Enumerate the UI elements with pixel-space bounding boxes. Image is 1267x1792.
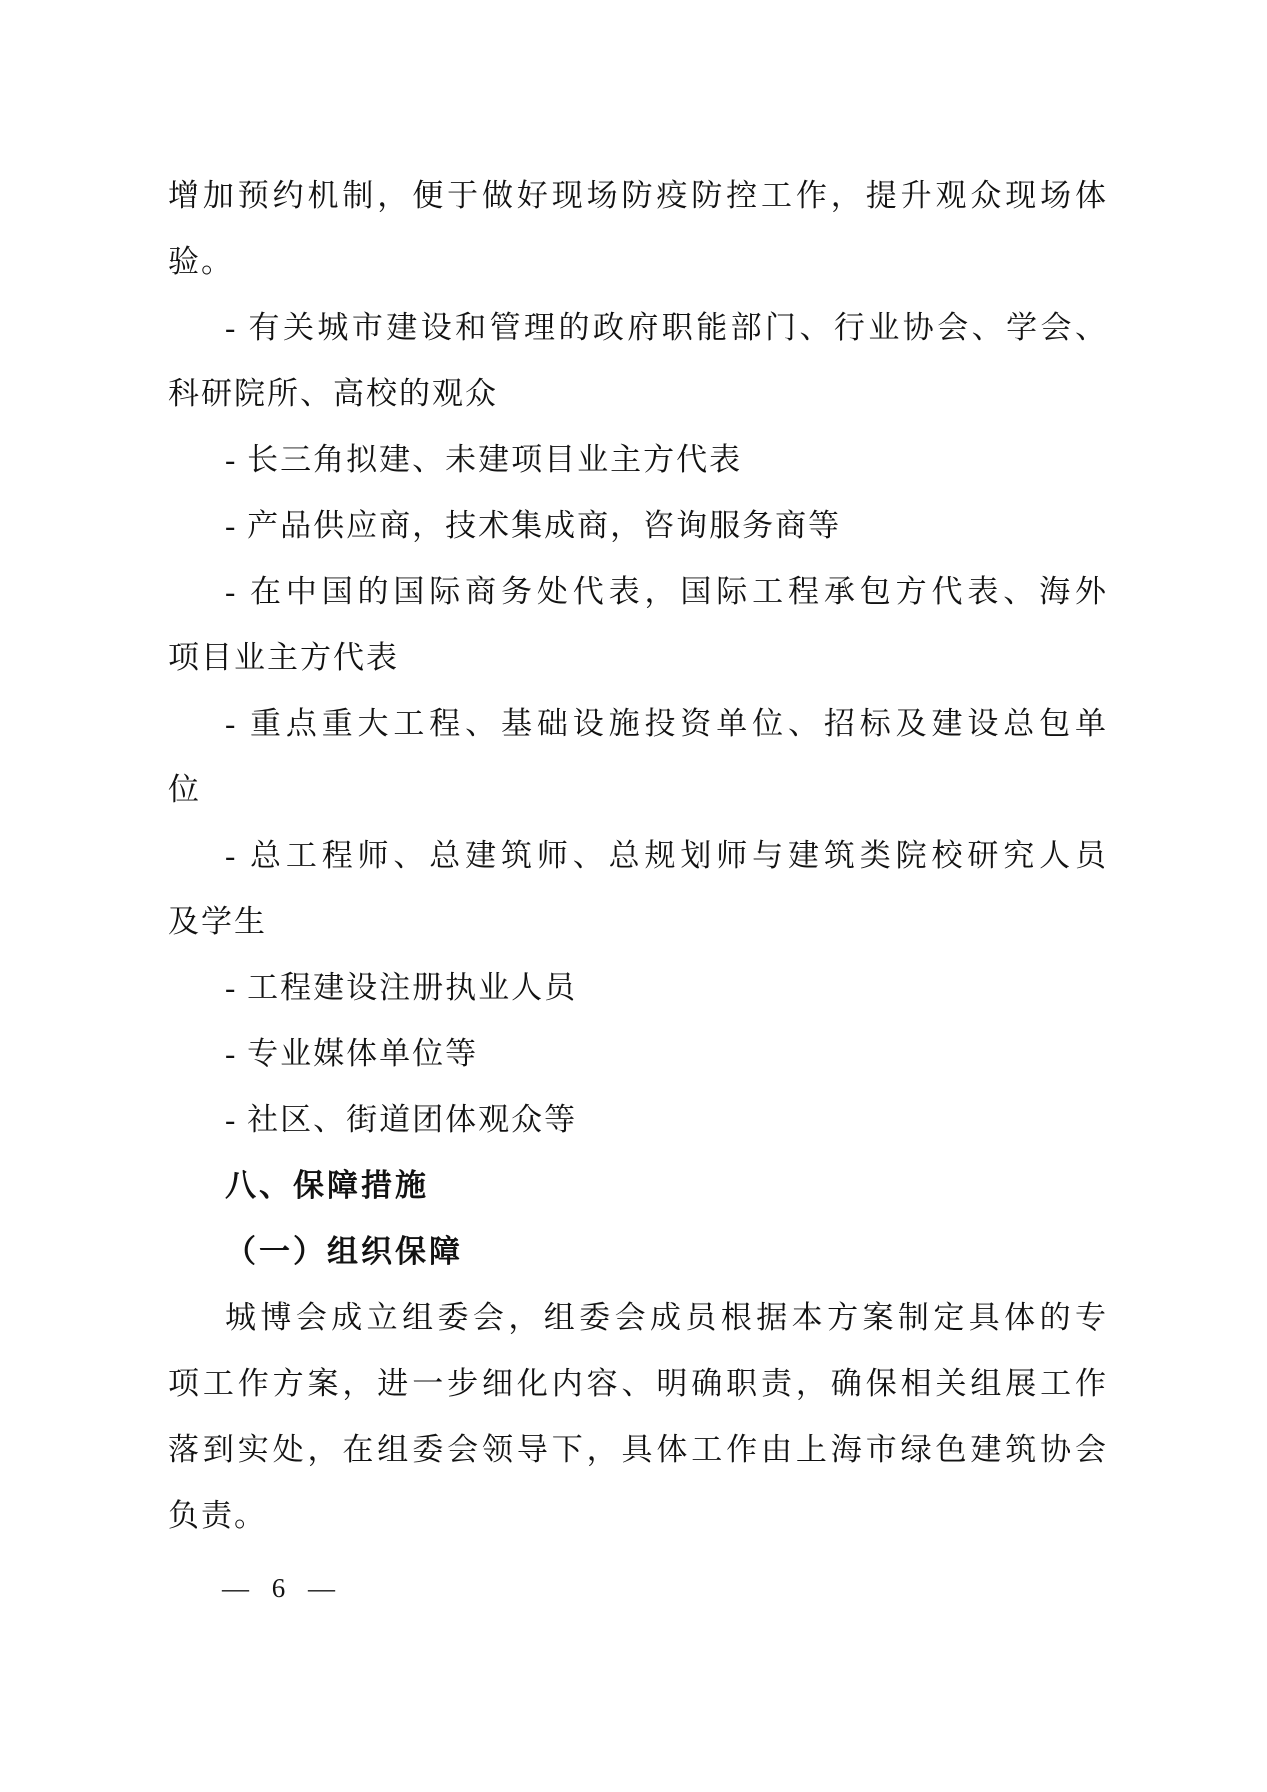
bullet-line: - 总工程师、总建筑师、总规划师与建筑类院校研究人员 bbox=[225, 838, 1108, 873]
paragraph-line: 落到实处，在组委会领导下，具体工作由上海市绿色建筑协会 bbox=[168, 1432, 1108, 1467]
document-body bbox=[168, 163, 1108, 1549]
paragraph-line: 验。 bbox=[168, 244, 234, 279]
bullet-line: - 工程建设注册执业人员 bbox=[225, 970, 578, 1005]
paragraph-line: 负责。 bbox=[168, 1498, 267, 1533]
bullet-line: - 在中国的国际商务处代表，国际工程承包方代表、海外 bbox=[225, 574, 1108, 609]
bullet-continuation-line: 项目业主方代表 bbox=[168, 640, 399, 675]
bullet-line: - 产品供应商，技术集成商，咨询服务商等 bbox=[225, 508, 842, 543]
bullet-line: - 社区、街道团体观众等 bbox=[225, 1102, 578, 1137]
bullet-line: - 重点重大工程、基础设施投资单位、招标及建设总包单 bbox=[225, 706, 1108, 741]
bullet-line: - 专业媒体单位等 bbox=[225, 1036, 479, 1071]
bullet-continuation-line: 科研院所、高校的观众 bbox=[168, 376, 498, 411]
section-heading: 八、保障措施 bbox=[225, 1168, 429, 1203]
footer-page-number: — 6 — bbox=[222, 1573, 336, 1603]
subsection-heading: （一）组织保障 bbox=[225, 1234, 463, 1269]
bullet-continuation-line: 位 bbox=[168, 772, 201, 807]
paragraph-line: 城博会成立组委会，组委会成员根据本方案制定具体的专 bbox=[225, 1300, 1108, 1335]
paragraph-line: 增加预约机制，便于做好现场防疫防控工作，提升观众现场体 bbox=[168, 178, 1108, 213]
bullet-continuation-line: 及学生 bbox=[168, 904, 267, 939]
paragraph-line: 项工作方案，进一步细化内容、明确职责，确保相关组展工作 bbox=[168, 1366, 1108, 1401]
bullet-line: - 长三角拟建、未建项目业主方代表 bbox=[225, 442, 743, 477]
bullet-line: - 有关城市建设和管理的政府职能部门、行业协会、学会、 bbox=[225, 310, 1108, 345]
